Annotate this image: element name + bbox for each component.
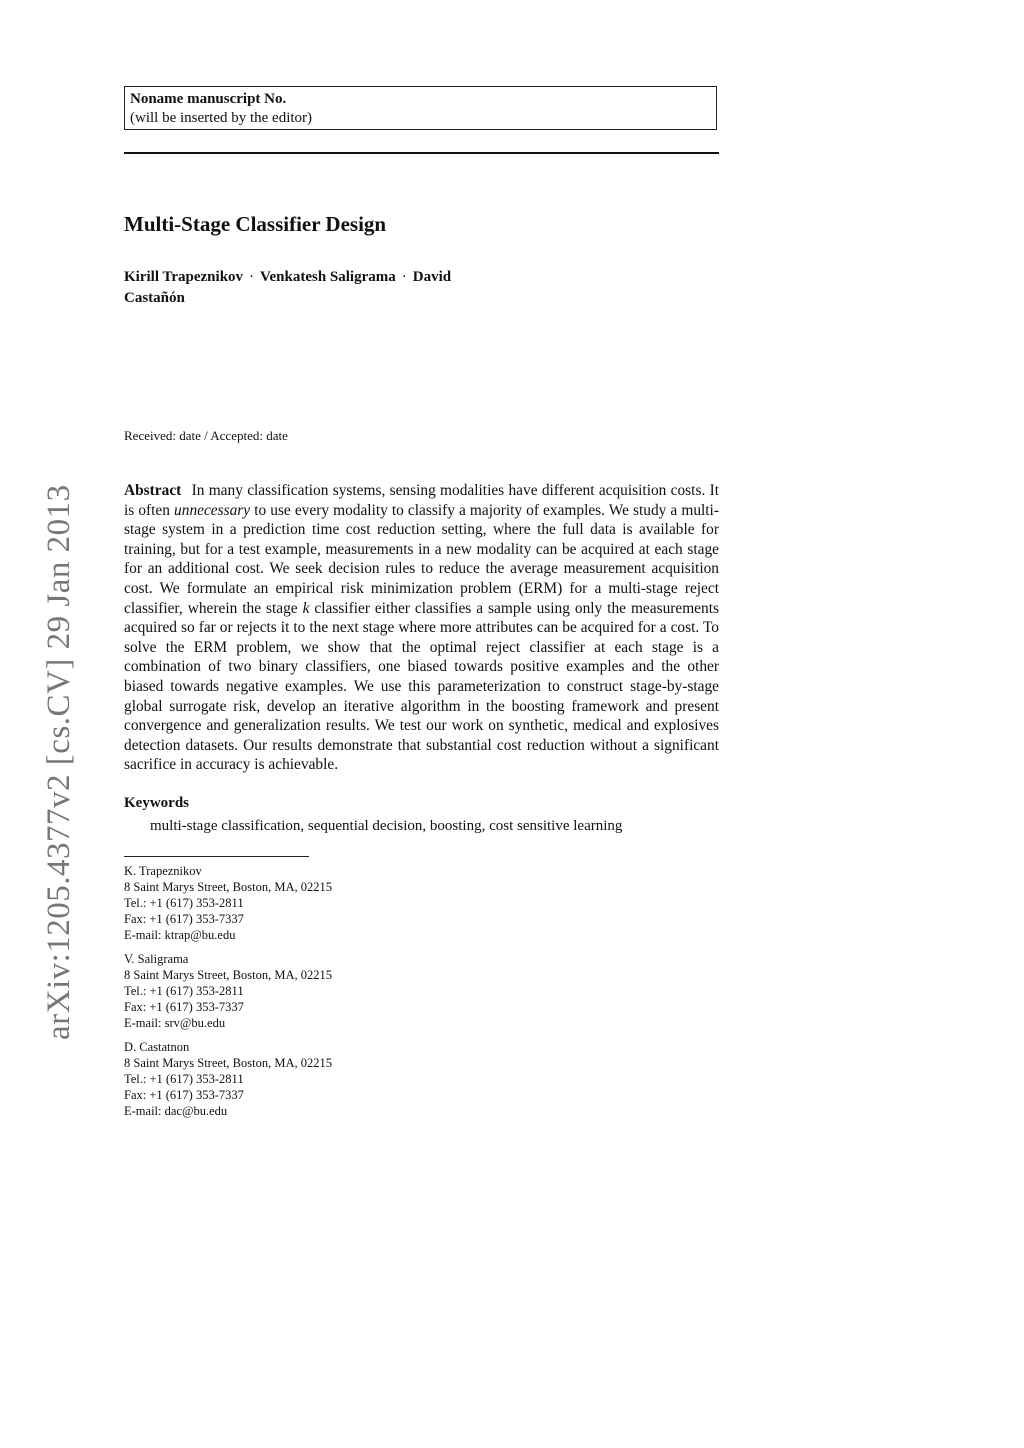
affiliation-name: K. Trapeznikov bbox=[124, 864, 202, 878]
header-rule bbox=[124, 152, 719, 154]
editor-note: (will be inserted by the editor) bbox=[130, 110, 313, 126]
abstract-emphasis: unnecessary bbox=[174, 501, 251, 519]
affiliation-block bbox=[124, 951, 332, 1031]
author-name: Castañón bbox=[124, 290, 185, 306]
abstract-text: In many classification systems, sensing modalities have different acquisition costs. It is often bbox=[124, 482, 719, 519]
keywords-text: multi-stage classification, sequential decision, boosting, cost sensitive learning bbox=[150, 818, 623, 834]
abstract-text: classifier either classifies a sample using only the measurements acquired so far or rejects it to the next stage where more attributes can be acquired for a cost. To solve the ERM problem, we show that the optimal reject classifier at each stage is a combination of two binary classifiers, one biased towards positive examples and the other biased towards negative examples. We use this parameterization to construct stage-by-stage global surrogate risk, develop an iterative algorithm in the boosting framework and present convergence and generalization results. We test our work on synthetic, medical and explosives detection datasets. Our results demonstrate that substantial cost reduction without a significant sacrifice in accuracy is achievable. bbox=[124, 599, 719, 774]
affiliation-block bbox=[124, 1039, 332, 1119]
footnote-rule bbox=[124, 856, 309, 857]
affiliation-fax: Fax: +1 (617) 353-7337 bbox=[124, 912, 244, 926]
affiliation-fax: Fax: +1 (617) 353-7337 bbox=[124, 1000, 244, 1014]
affiliation-email: E-mail: ktrap@bu.edu bbox=[124, 928, 236, 942]
author-separator: · bbox=[401, 269, 407, 285]
abstract-label: Abstract bbox=[124, 482, 182, 499]
paper-title: Multi-Stage Classifier Design bbox=[124, 212, 387, 236]
affiliation-address: 8 Saint Marys Street, Boston, MA, 02215 bbox=[124, 1056, 332, 1070]
manuscript-number-label: Noname manuscript No. bbox=[130, 91, 287, 107]
keywords-label: Keywords bbox=[124, 795, 189, 811]
affiliation-email: E-mail: srv@bu.edu bbox=[124, 1016, 226, 1030]
author-name: Kirill Trapeznikov bbox=[124, 269, 244, 285]
affiliation-fax: Fax: +1 (617) 353-7337 bbox=[124, 1088, 244, 1102]
author-separator: · bbox=[249, 269, 255, 285]
affiliation-tel: Tel.: +1 (617) 353-2811 bbox=[124, 1072, 244, 1086]
affiliation-tel: Tel.: +1 (617) 353-2811 bbox=[124, 984, 244, 998]
affiliation-address: 8 Saint Marys Street, Boston, MA, 02215 bbox=[124, 880, 332, 894]
author-name: Venkatesh Saligrama bbox=[260, 269, 396, 285]
affiliation-block bbox=[124, 863, 332, 943]
affiliation-tel: Tel.: +1 (617) 353-2811 bbox=[124, 896, 244, 910]
author-list bbox=[124, 267, 544, 309]
author-name: David bbox=[412, 269, 452, 285]
abstract bbox=[124, 481, 719, 775]
manuscript-number-box bbox=[124, 86, 717, 130]
affiliation-name: V. Saligrama bbox=[124, 952, 189, 966]
affiliation-address: 8 Saint Marys Street, Boston, MA, 02215 bbox=[124, 968, 332, 982]
abstract-text: to use every modality to classify a majority of examples. We study a multi-stage system in a prediction time cost reduction setting, where the full data is available for training, but for a test example, measurements in a new modality can be acquired at each stage for an additional cost. We seek decision rules to reduce the average measurement acquisition cost. We formulate an empirical risk minimization problem (ERM) for a multi-stage reject classifier, wherein the stage bbox=[124, 501, 719, 617]
affiliation-email: E-mail: dac@bu.edu bbox=[124, 1104, 228, 1118]
received-date: Received: date / Accepted: date bbox=[124, 428, 288, 443]
arxiv-identifier: arXiv:1205.4377v2 [cs.CV] 29 Jan 2013 bbox=[41, 484, 77, 1040]
abstract-variable: k bbox=[302, 599, 310, 617]
affiliation-name: D. Castatnon bbox=[124, 1040, 190, 1054]
